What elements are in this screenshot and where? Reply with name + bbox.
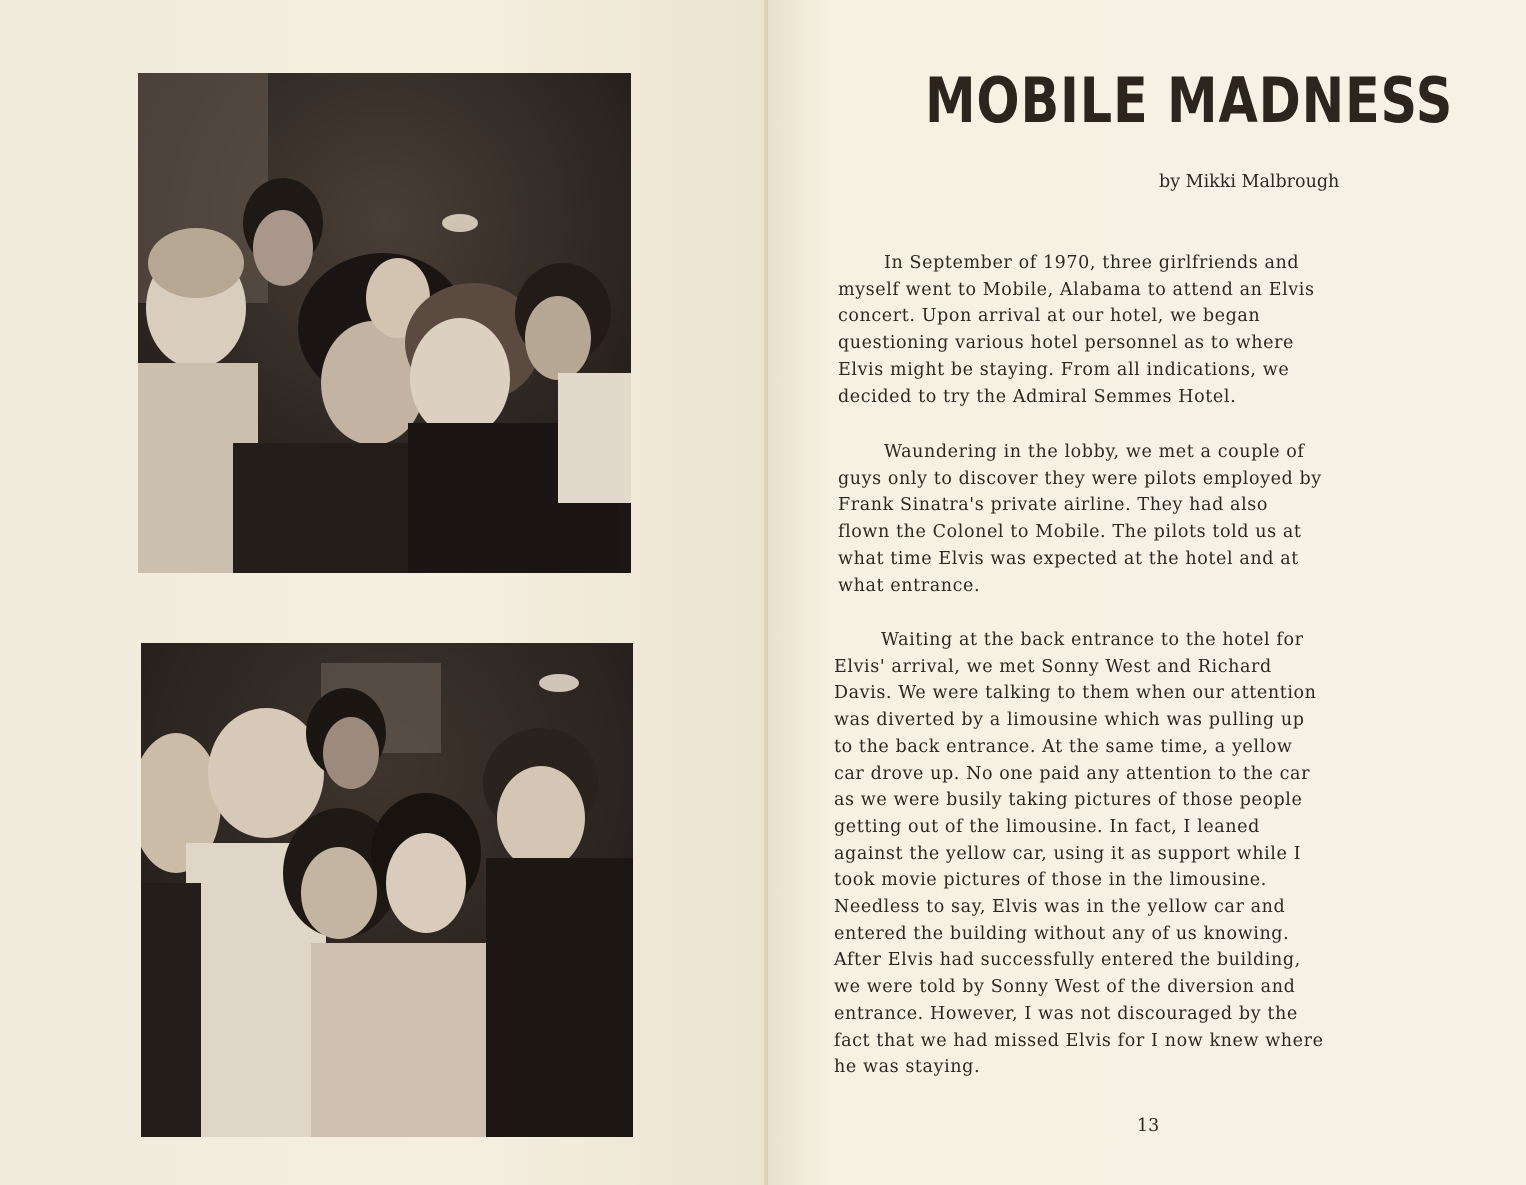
text-line: entrance. However, I was not discouraged by the <box>834 1003 1298 1024</box>
text-line: Needless to say, Elvis was in the yellow car and <box>834 897 1286 918</box>
text-line: what entrance. <box>838 575 981 596</box>
text-line: getting out of the limousine. In fact, I leaned <box>834 816 1260 837</box>
page-number: 13 <box>1137 1116 1160 1136</box>
text-line: car drove up. No one paid any attention to the car <box>834 763 1311 784</box>
paragraph-2 <box>838 439 1322 599</box>
text-line: After Elvis had successfully entered the building, <box>834 950 1301 971</box>
text-line: entered the building without any of us knowing. <box>834 923 1290 944</box>
text-line: questioning various hotel personnel as to where <box>838 333 1295 354</box>
text-line: Elvis might be staying. From all indications, we <box>838 359 1290 380</box>
text-line: what time Elvis was expected at the hotel and at <box>838 548 1299 569</box>
text-line: Frank Sinatra's private airline. They had also <box>838 495 1268 516</box>
text-line: Waiting at the back entrance to the hotel for <box>881 630 1304 650</box>
article-title: MOBILE MADNESS <box>925 64 1454 137</box>
text-line: myself went to Mobile, Alabama to attend an Elvis <box>838 279 1315 300</box>
text-line: Elvis' arrival, we met Sonny West and Richard <box>834 656 1272 677</box>
text-line: concert. Upon arrival at our hotel, we began <box>838 306 1261 327</box>
text-line: against the yellow car, using it as support while I <box>834 843 1302 864</box>
text-line: guys only to discover they were pilots employed by <box>838 468 1322 489</box>
text-line: we were told by Sonny West of the diversion and <box>834 977 1296 998</box>
text-line: as we were busily taking pictures of those people <box>834 790 1303 811</box>
paragraph-3 <box>834 627 1324 1081</box>
text-line: Davis. We were talking to them when our attention <box>834 683 1317 704</box>
text-line: to the back entrance. At the same time, a yellow <box>834 736 1293 757</box>
text-line: took movie pictures of those in the limousine. <box>834 870 1267 891</box>
text-line: decided to try the Admiral Semmes Hotel. <box>838 386 1237 407</box>
text-line: flown the Colonel to Mobile. The pilots told us at <box>838 522 1302 543</box>
text-line: Waundering in the lobby, we met a couple of <box>884 442 1305 462</box>
text-line: fact that we had missed Elvis for I now knew where <box>834 1030 1324 1051</box>
group-photo-top <box>138 73 631 573</box>
paragraph-1 <box>838 250 1315 410</box>
text-line: was diverted by a limousine which was pulling up <box>834 710 1305 731</box>
group-photo-bottom <box>141 643 633 1137</box>
text-line: he was staying. <box>834 1057 981 1078</box>
article-byline: by Mikki Malbrough <box>1159 172 1340 192</box>
text-line: In September of 1970, three girlfriends and <box>884 253 1300 273</box>
